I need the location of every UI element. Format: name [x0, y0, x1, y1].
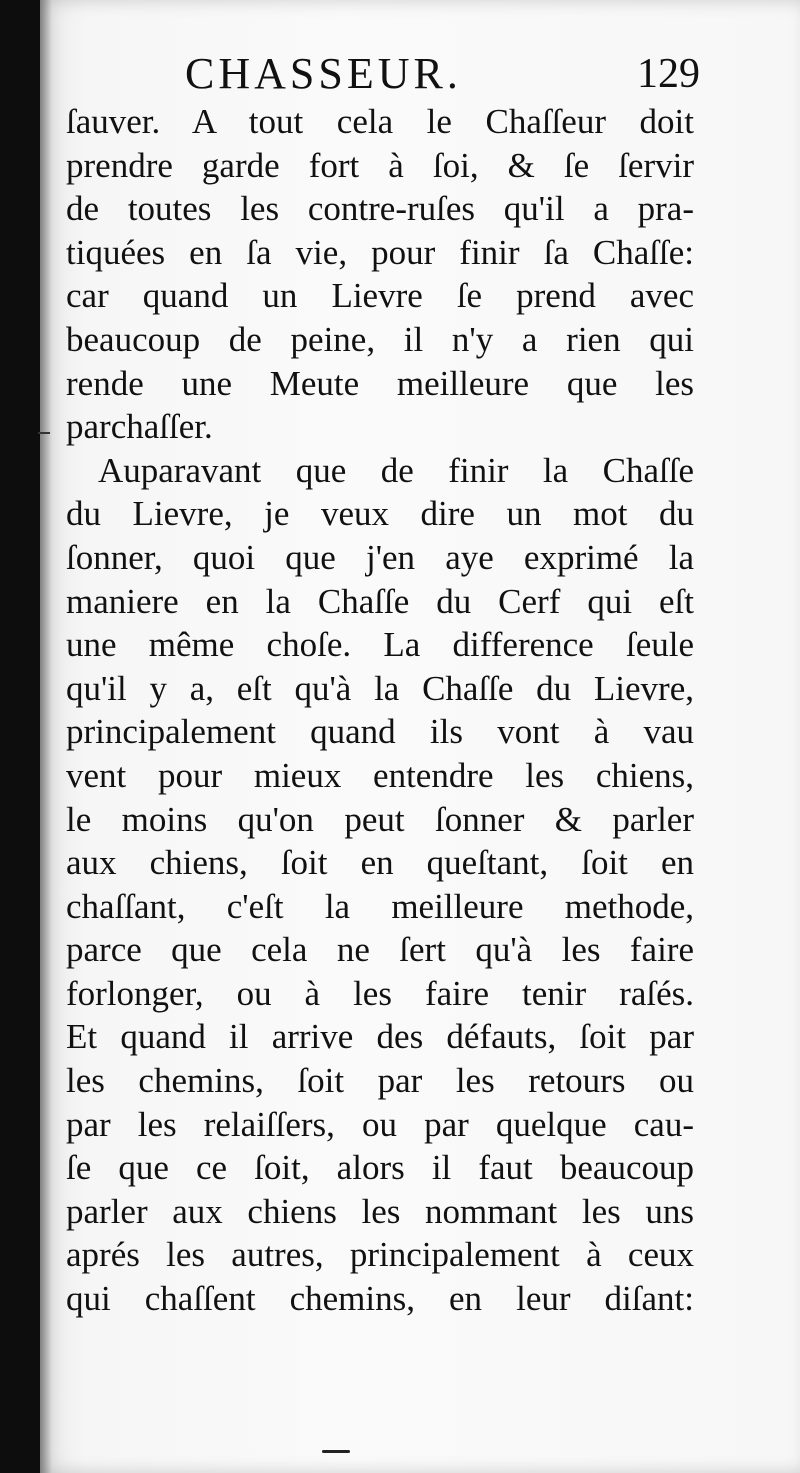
text-line: qui chaſſent chemins, en leur diſant:	[66, 1279, 694, 1319]
text-line: une même choſe. La difference ſeule	[66, 625, 694, 665]
text-line: parce que cela ne ſert qu'à les faire	[66, 930, 694, 970]
running-title: CHASSEUR.	[185, 49, 462, 98]
text-line: aprés les autres, principalement à ceux	[66, 1235, 694, 1275]
text-line: ſonner, quoi que j'en aye exprimé la	[66, 537, 694, 577]
text-line: chaſſant, c'eſt la meilleure methode,	[66, 886, 694, 926]
text-line: prendre garde fort à ſoi, & ſe ſervir	[66, 145, 694, 185]
text-line: de toutes les contre-ruſes qu'il a pra-	[66, 189, 694, 229]
text-line: Et quand il arrive des défauts, ſoit par	[66, 1017, 694, 1057]
text-line: tiquées en ſa vie, pour finir ſa Chaſſe:	[66, 232, 694, 272]
text-line: qu'il y a, eſt qu'à la Chaſſe du Lievre,	[66, 668, 694, 708]
text-line: ſe que ce ſoit, alors il faut beaucoup	[66, 1148, 694, 1188]
running-head	[60, 44, 700, 104]
text-line: maniere en la Chaſſe du Cerf qui eſt	[66, 581, 694, 621]
text-line: les chemins, ſoit par les retours ou	[66, 1061, 694, 1101]
gutter-shadow	[40, 0, 52, 1473]
page-number: 129	[637, 51, 700, 97]
text-line: parchaſſer.	[66, 407, 213, 447]
text-line: principalement quand ils vont à vau	[66, 712, 694, 752]
text-line: forlonger, ou à les faire tenir raſés.	[66, 973, 694, 1013]
text-line: beaucoup de peine, il n'y a rien qui	[66, 319, 694, 359]
text-line: du Lievre, je veux dire un mot du	[66, 494, 694, 534]
text-line: ſauver. A tout cela le Chaſſeur doit	[66, 102, 694, 141]
text-line: car quand un Lievre ſe prend avec	[66, 276, 694, 316]
text-line: le moins qu'on peut ſonner & parler	[66, 799, 694, 839]
text-line: par les relaiſſers, ou par quelque cau-	[66, 1104, 694, 1144]
text-line: rende une Meute meilleure que les	[66, 363, 694, 403]
text-line: Auparavant que de finir la Chaſſe	[98, 450, 694, 490]
text-line: parler aux chiens les nommant les uns	[66, 1191, 694, 1231]
text-line: aux chiens, ſoit en queſtant, ſoit en	[66, 843, 694, 883]
page-bottom-mark	[322, 1450, 350, 1453]
body-text	[66, 100, 694, 1321]
margin-mark	[38, 432, 50, 434]
text-line: vent pour mieux entendre les chiens,	[66, 755, 694, 795]
